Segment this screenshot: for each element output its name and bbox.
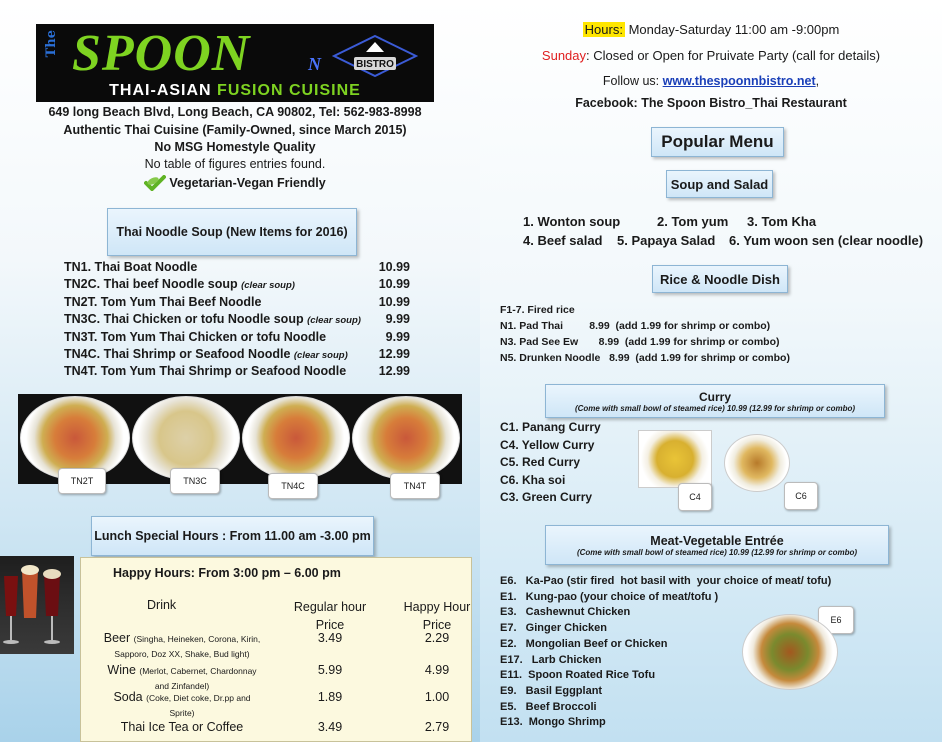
happy-price: 2.79 bbox=[424, 720, 450, 734]
photo-tn4c bbox=[242, 396, 350, 480]
entree-header bbox=[545, 525, 889, 565]
noodle-item bbox=[64, 364, 410, 378]
hours-weekday: Monday-Saturday 11:00 am -9:00pm bbox=[624, 22, 840, 37]
rice-noodle-item: N3. Pad See Ew 8.99 (add 1.99 for shrimp or combo) bbox=[500, 336, 780, 348]
curry-item: C4. Yellow Curry bbox=[500, 437, 595, 452]
col-happy-line2: Price bbox=[422, 618, 452, 632]
drink-detail: (Coke, Diet coke, Dr.pp and bbox=[146, 693, 251, 703]
noodle-item-price: 10.99 bbox=[378, 260, 410, 274]
col-drink: Drink bbox=[147, 598, 177, 612]
entree-item: E5. Beef Broccoli bbox=[500, 700, 597, 713]
happy-price: 2.29 bbox=[424, 631, 450, 645]
happy-hours-box bbox=[80, 557, 472, 742]
noodle-item-note: (clear soup) bbox=[241, 280, 295, 292]
url-tail: , bbox=[815, 74, 820, 88]
drink-detail: (Singha, Heineken, Corona, Kirin, bbox=[133, 634, 261, 644]
noodle-item-price: 12.99 bbox=[378, 364, 410, 379]
address: 649 long Beach Blvd, Long Beach, CA 90802, Tel: 562-983-8998 bbox=[48, 105, 422, 119]
drink-name: Thai Ice Tea or Coffee bbox=[120, 720, 244, 734]
col-regular-line2: Price bbox=[315, 618, 345, 632]
entree-title: Meat-Vegetable Entrée bbox=[650, 533, 784, 548]
photo-tn4t bbox=[352, 396, 460, 480]
curry-item: C5. Red Curry bbox=[500, 455, 581, 469]
noodle-item-name: TN1. Thai Boat Noodle bbox=[64, 260, 198, 274]
soup-salad-header: Soup and Salad bbox=[666, 170, 773, 198]
rice-noodle-item: F1-7. Fired rice bbox=[500, 304, 575, 316]
happy-hours-title: Happy Hours: From 3:00 pm – 6.00 pm bbox=[113, 566, 341, 580]
noodle-item-price: 12.99 bbox=[378, 347, 410, 361]
drink-detail-2: and Zinfandel) bbox=[154, 681, 210, 691]
photo-tag-tn3c: TN3C bbox=[170, 468, 220, 494]
curry-item: C6. Kha soi bbox=[500, 472, 566, 487]
bistro-emblem bbox=[332, 34, 418, 78]
noodle-item-price: 9.99 bbox=[385, 312, 410, 327]
rice-noodle-header: Rice & Noodle Dish bbox=[652, 265, 788, 293]
tagline-green: FUSION CUISINE bbox=[217, 82, 361, 99]
entree-item: E6. Ka-Pao (stir fired hot basil with your choice of meat/ tofu) bbox=[500, 575, 832, 587]
noodle-item-name: TN3T. Tom Yum Thai Chicken or tofu Noodle bbox=[64, 329, 327, 344]
sunday-text: : Closed or Open for Pruivate Party (call for details) bbox=[586, 48, 881, 63]
curry-title: Curry bbox=[698, 389, 731, 404]
logo-the: The bbox=[44, 30, 59, 58]
no-msg-line: No MSG Homestyle Quality bbox=[154, 140, 316, 154]
noodle-item-name: TN3C. Thai Chicken or tofu Noodle soup bbox=[64, 312, 304, 327]
no-table-line: No table of figures entries found. bbox=[144, 157, 326, 171]
photo-c6 bbox=[724, 434, 790, 492]
noodle-item-price: 10.99 bbox=[378, 277, 410, 292]
sunday-label: Sunday bbox=[541, 48, 587, 63]
logo-tagline bbox=[36, 82, 434, 100]
entree-item: E9. Basil Eggplant bbox=[500, 684, 603, 697]
right-panel bbox=[480, 0, 942, 742]
follow-line bbox=[480, 74, 942, 88]
popular-item-5: 5. Papaya Salad bbox=[617, 233, 716, 248]
drink-detail: (Merlot, Cabernet, Chardonnay bbox=[139, 666, 257, 676]
curry-item: C1. Panang Curry bbox=[500, 420, 601, 434]
tagline-white: THAI-ASIAN bbox=[109, 82, 212, 99]
noodle-soup-header: Thai Noodle Soup (New Items for 2016) bbox=[107, 208, 357, 256]
entree-item: E17. Larb Chicken bbox=[500, 653, 602, 666]
noodle-item bbox=[64, 260, 410, 274]
noodle-item bbox=[64, 277, 410, 291]
noodle-item-name: TN4C. Thai Shrimp or Seafood Noodle bbox=[64, 347, 291, 361]
curry-item: C3. Green Curry bbox=[500, 490, 593, 504]
photo-tag-tn2t: TN2T bbox=[58, 468, 106, 494]
regular-price: 5.99 bbox=[317, 663, 343, 677]
popular-item-6: 6. Yum woon sen (clear noodle) bbox=[729, 233, 924, 248]
entree-item: E1. Kung-pao (your choice of meat/tofu ) bbox=[500, 590, 719, 603]
drink-name: Wine bbox=[107, 663, 136, 677]
noodle-item-note: (clear soup) bbox=[293, 350, 348, 361]
curry-sub: (Come with small bowl of steamed rice) 10.99 (12.99 for shrimp or combo) bbox=[574, 403, 856, 413]
regular-price: 1.89 bbox=[317, 690, 343, 704]
happy-price: 1.00 bbox=[424, 690, 450, 704]
entree-item: E3. Cashewnut Chicken bbox=[500, 606, 631, 619]
photo-e6 bbox=[742, 614, 838, 690]
drink-name: Beer bbox=[103, 631, 131, 645]
noodle-item-price: 10.99 bbox=[378, 294, 410, 309]
photo-tag-tn4t: TN4T bbox=[390, 473, 440, 499]
curry-header bbox=[545, 384, 885, 418]
happy-price: 4.99 bbox=[424, 663, 450, 677]
drink-name-cell bbox=[89, 663, 275, 693]
noodle-item bbox=[64, 330, 410, 344]
drink-detail-2: Sprite) bbox=[169, 708, 195, 718]
entree-item: E7. Ginger Chicken bbox=[500, 622, 607, 635]
drinks-photo bbox=[0, 556, 74, 654]
popular-item-1: 1. Wonton soup bbox=[523, 214, 621, 229]
photo-tag-c4: C4 bbox=[678, 483, 712, 511]
col-regular bbox=[277, 598, 383, 634]
drink-name-cell bbox=[89, 631, 275, 661]
drink-name-cell bbox=[89, 720, 275, 734]
veg-line bbox=[0, 175, 470, 191]
noodle-item bbox=[64, 312, 410, 326]
logo bbox=[36, 24, 434, 102]
rice-noodle-item: N1. Pad Thai 8.99 (add 1.99 for shrimp or combo) bbox=[500, 320, 771, 332]
popular-item-2: 2. Tom yum bbox=[657, 214, 729, 229]
col-regular-line1: Regular hour bbox=[293, 600, 367, 614]
hours-label: Hours: bbox=[584, 22, 623, 37]
noodle-item-name: TN2C. Thai beef Noodle soup bbox=[64, 277, 238, 292]
regular-price: 3.49 bbox=[317, 720, 343, 734]
noodle-item-name: TN4T. Tom Yum Thai Shrimp or Seafood Noodle bbox=[64, 364, 347, 379]
entree-sub: (Come with small bowl of steamed rice) 10.99 (12.99 for shrimp or combo) bbox=[576, 547, 858, 557]
photo-tag-c6: C6 bbox=[784, 482, 818, 510]
veg-text: Vegetarian-Vegan Friendly bbox=[169, 176, 326, 190]
entree-item: E13. Mongo Shrimp bbox=[500, 716, 606, 729]
photo-tag-tn4c: TN4C bbox=[268, 473, 318, 499]
noodle-item bbox=[64, 347, 410, 361]
photo-c4 bbox=[638, 430, 712, 488]
follow-text: Follow us: bbox=[602, 74, 663, 88]
leaf-check-icon bbox=[144, 175, 166, 191]
entree-item: E11. Spoon Roated Rice Tofu bbox=[500, 669, 656, 682]
noodle-item-name: TN2T. Tom Yum Thai Beef Noodle bbox=[64, 294, 262, 309]
popular-item-3: 3. Tom Kha bbox=[747, 214, 817, 229]
entree-item: E2. Mongolian Beef or Chicken bbox=[500, 637, 668, 650]
col-happy bbox=[387, 598, 487, 634]
drink-glasses-icon bbox=[0, 556, 74, 654]
popular-item-4: 4. Beef salad bbox=[523, 233, 603, 248]
rice-noodle-item: N5. Drunken Noodle 8.99 (add 1.99 for shrimp or combo) bbox=[500, 352, 790, 364]
drink-name-cell bbox=[89, 690, 275, 720]
logo-spoon: SPOON bbox=[72, 25, 251, 82]
lunch-special-header: Lunch Special Hours : From 11.00 am -3.00 pm bbox=[91, 516, 374, 556]
photo-tag-e6: E6 bbox=[818, 606, 854, 634]
noodle-item-price: 9.99 bbox=[385, 329, 410, 344]
drink-name: Soda bbox=[113, 690, 143, 704]
drink-detail-2: Sapporo, Doz XX, Shake, Bud light) bbox=[114, 649, 250, 659]
website-link[interactable]: www.thespoonnbistro.net bbox=[662, 74, 816, 88]
bistro-text: BISTRO bbox=[356, 59, 394, 70]
logo-n: N bbox=[308, 54, 321, 74]
authentic-line: Authentic Thai Cuisine (Family-Owned, since March 2015) bbox=[63, 123, 407, 137]
noodle-item-note: (clear soup) bbox=[307, 315, 361, 327]
noodle-item bbox=[64, 295, 410, 309]
hours-line bbox=[480, 22, 942, 37]
popular-menu-header: Popular Menu bbox=[651, 127, 784, 157]
regular-price: 3.49 bbox=[317, 631, 343, 645]
col-happy-line1: Happy Hour bbox=[403, 600, 471, 614]
facebook-line: Facebook: The Spoon Bistro_Thai Restaurant bbox=[575, 96, 847, 110]
sunday-line bbox=[480, 48, 942, 63]
